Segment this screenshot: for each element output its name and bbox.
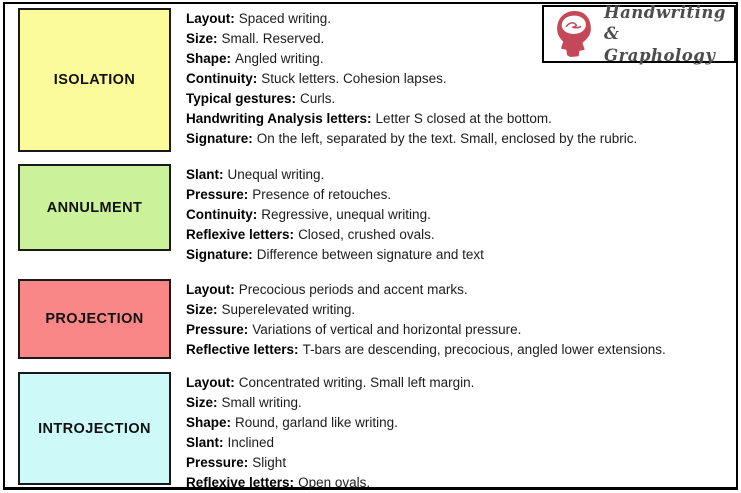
attribute-value: Small writing. (221, 395, 302, 410)
projection-color-box (18, 279, 171, 359)
attribute-value: Letter S closed at the bottom. (375, 111, 552, 126)
attribute-line (186, 165, 484, 185)
attribute-line (186, 109, 637, 129)
attribute-value: Stuck letters. Cohesion lapses. (261, 71, 447, 86)
attribute-line (186, 453, 474, 473)
attribute-line (186, 89, 637, 109)
attribute-label: Shape: (186, 51, 232, 66)
attribute-label: Reflexive letters: (186, 475, 295, 490)
section-title-isolation: ISOLATION (53, 72, 136, 88)
section-title-projection: PROJECTION (45, 311, 144, 327)
brand-line-2: & Graphology (604, 24, 716, 65)
attribute-value: Difference between signature and text (256, 247, 484, 262)
attribute-value: Round, garland like writing. (235, 415, 398, 430)
attribute-value: Precocious periods and accent marks. (238, 282, 468, 297)
isolation-color-box (18, 8, 171, 152)
attribute-label: Reflective letters: (186, 342, 299, 357)
attribute-label: Slant: (186, 167, 224, 182)
attribute-line (186, 280, 666, 300)
attribute-value: T-bars are descending, precocious, angled lower extensions. (302, 342, 666, 357)
attribute-label: Layout: (186, 375, 235, 390)
attribute-line (186, 245, 484, 265)
attribute-label: Continuity: (186, 71, 258, 86)
attribute-label: Layout: (186, 11, 235, 26)
attribute-label: Shape: (186, 415, 232, 430)
attribute-line (186, 340, 666, 360)
attribute-label: Signature: (186, 131, 253, 146)
attribute-line (186, 129, 637, 149)
section-title-annulment: ANNULMENT (46, 199, 143, 216)
attribute-line (186, 433, 474, 453)
section-row-introjection (18, 372, 736, 493)
brand-line-1: Handwriting (604, 2, 726, 22)
attribute-line (186, 225, 484, 245)
attribute-value: Curls. (300, 91, 336, 106)
attribute-value: On the left, separated by the text. Small, enclosed by the rubric. (256, 131, 638, 146)
annulment-color-box (18, 164, 171, 251)
attribute-value: Unequal writing. (227, 167, 325, 182)
attribute-value: Variations of vertical and horizontal pressure. (252, 322, 522, 337)
attribute-label: Pressure: (186, 187, 249, 202)
attribute-label: Layout: (186, 282, 235, 297)
introjection-color-box (18, 372, 171, 485)
attribute-value: Regressive, unequal writing. (261, 207, 431, 222)
brand-logo (542, 2, 736, 65)
attribute-value: Small. Reserved. (221, 31, 325, 46)
attribute-line (186, 473, 474, 493)
attribute-line (186, 69, 637, 89)
attribute-label: Size: (186, 31, 218, 46)
projection-attributes (186, 279, 666, 360)
attribute-line (186, 320, 666, 340)
table-outer-frame (3, 2, 738, 490)
brand-wordmark (604, 2, 730, 66)
introjection-attributes (186, 372, 474, 493)
attribute-value: Angled writing. (235, 51, 324, 66)
attribute-value: Closed, crushed ovals. (298, 227, 435, 242)
attribute-label: Size: (186, 395, 218, 410)
attribute-label: Handwriting Analysis letters: (186, 111, 372, 126)
attribute-label: Typical gestures: (186, 91, 297, 106)
attribute-line (186, 373, 474, 393)
attribute-value: Superelevated writing. (221, 302, 356, 317)
attribute-line (186, 185, 484, 205)
attribute-value: Spaced writing. (238, 11, 332, 26)
attribute-value: Concentrated writing. Small left margin. (238, 375, 475, 390)
section-row-annulment (18, 164, 736, 265)
attribute-label: Continuity: (186, 207, 258, 222)
attribute-value: Presence of retouches. (252, 187, 392, 202)
attribute-label: Slant: (186, 435, 224, 450)
attribute-value: Open ovals. (298, 475, 371, 490)
attribute-label: Pressure: (186, 455, 249, 470)
attribute-label: Signature: (186, 247, 253, 262)
section-row-projection (18, 279, 736, 360)
section-title-introjection: INTROJECTION (38, 420, 151, 437)
annulment-attributes (186, 164, 484, 265)
attribute-label: Size: (186, 302, 218, 317)
attribute-line (186, 205, 484, 225)
attribute-line (186, 393, 474, 413)
attribute-value: Slight (252, 455, 287, 470)
attribute-label: Reflexive letters: (186, 227, 295, 242)
head-brain-icon (551, 9, 597, 59)
attribute-line (186, 413, 474, 433)
attribute-value: Inclined (227, 435, 275, 450)
attribute-label: Pressure: (186, 322, 249, 337)
attribute-line (186, 300, 666, 320)
